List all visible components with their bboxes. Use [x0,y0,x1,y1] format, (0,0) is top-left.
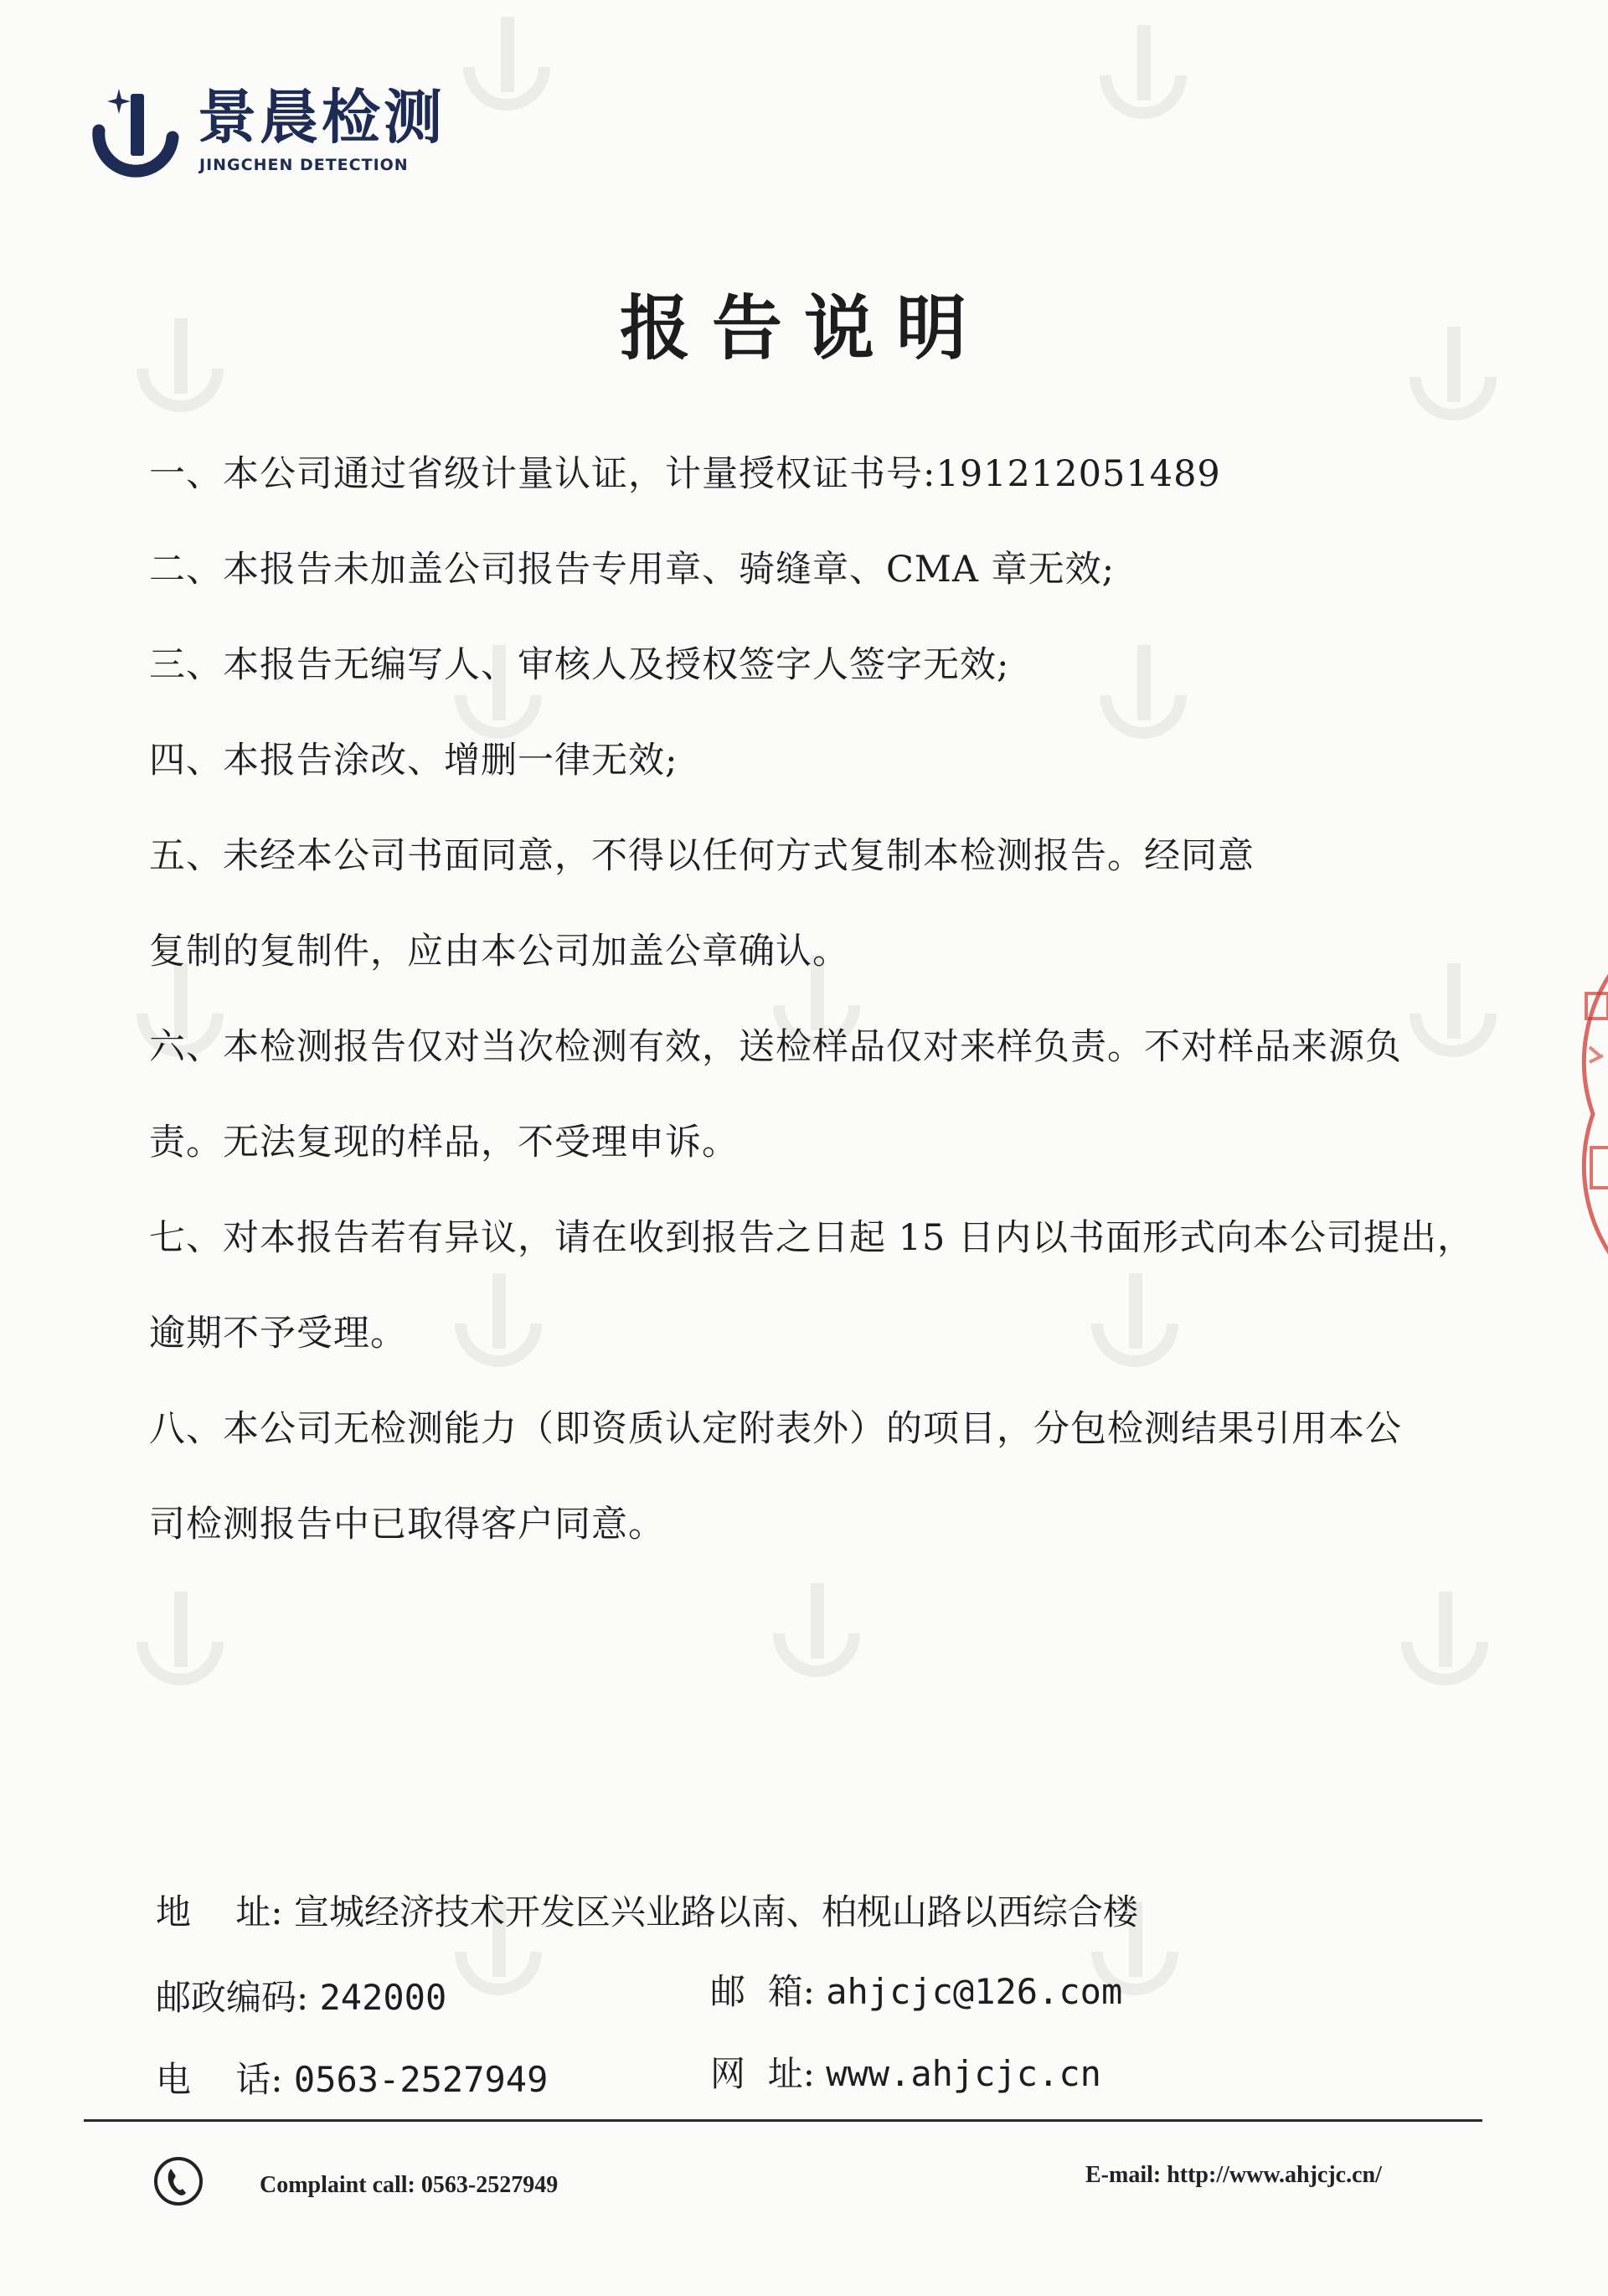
footer-email-web[interactable]: E-mail: http://www.ahjcjc.cn/ [1085,2162,1382,2188]
clause-line: 逾期不予受理。 [149,1313,407,1354]
phone-row [156,2059,549,2100]
address-value: 宣城经济技术开发区兴业路以南、柏枧山路以西综合楼 [293,1891,1138,1932]
phone-icon [152,2155,204,2207]
website-value[interactable]: www.ahjcjc.cn [826,2053,1101,2094]
clause-line: 责。无法复现的样品，不受理申诉。 [149,1122,739,1163]
page-title: 报告说明 [619,287,988,369]
postcode-label: 邮政编码: [156,1977,309,2018]
website-row [710,2053,1101,2094]
watermark-logo-icon [117,1583,243,1700]
clause-line: 司检测报告中已取得客户同意。 [149,1504,665,1545]
clause-line: 复制的复制件，应由本公司加盖公章确认。 [149,931,849,973]
postcode-row [156,1977,447,2018]
company-logo [82,82,467,183]
postcode-value: 242000 [319,1977,447,2018]
clause-line: 三、本报告无编写人、审核人及授权签字人签字无效; [149,644,1010,686]
seal-stamp-partial [1559,963,1608,1265]
clause-line: 二、本报告未加盖公司报告专用章、骑缝章、CMA 章无效; [149,549,1116,591]
complaint-call: Complaint call: 0563-2527949 [260,2172,559,2198]
clause-line: 七、对本报告若有异议，请在收到报告之日起 15 日内以书面形式向本公司提出， [149,1217,1475,1259]
address-label: 地 址: [156,1891,283,1932]
company-name-en: JINGCHEN DETECTION [199,156,409,174]
website-label: 网 址: [710,2053,815,2094]
watermark-logo-icon [1382,1583,1508,1700]
clause-line: 六、本检测报告仅对当次检测有效，送检样品仅对来样负责。不对样品来源负 [149,1026,1402,1068]
clause-line: 五、未经本公司书面同意，不得以任何方式复制本检测报告。经同意 [149,835,1255,877]
footer-divider [84,2119,1482,2122]
watermark-logo-icon [1080,17,1206,134]
phone-value: 0563-2527949 [293,2059,549,2100]
clause-line: 四、本报告涂改、增删一律无效; [149,740,678,782]
clause-line: 八、本公司无检测能力（即资质认定附表外）的项目，分包检测结果引用本公 [149,1408,1402,1450]
watermark-logo-icon [754,1575,879,1692]
clause-line: 一、本公司通过省级计量认证，计量授权证书号:191212051489 [149,453,1221,495]
email-label: 邮 箱: [710,1971,815,2012]
clause-list [149,444,1497,1590]
email-row [710,1971,1123,2012]
company-name: 景晨检测 [198,83,446,152]
address-row [156,1891,1138,1932]
phone-label: 电 话: [156,2059,283,2100]
jingchen-logo-icon [82,82,191,183]
email-value[interactable]: ahjcjc@126.com [826,1971,1123,2012]
